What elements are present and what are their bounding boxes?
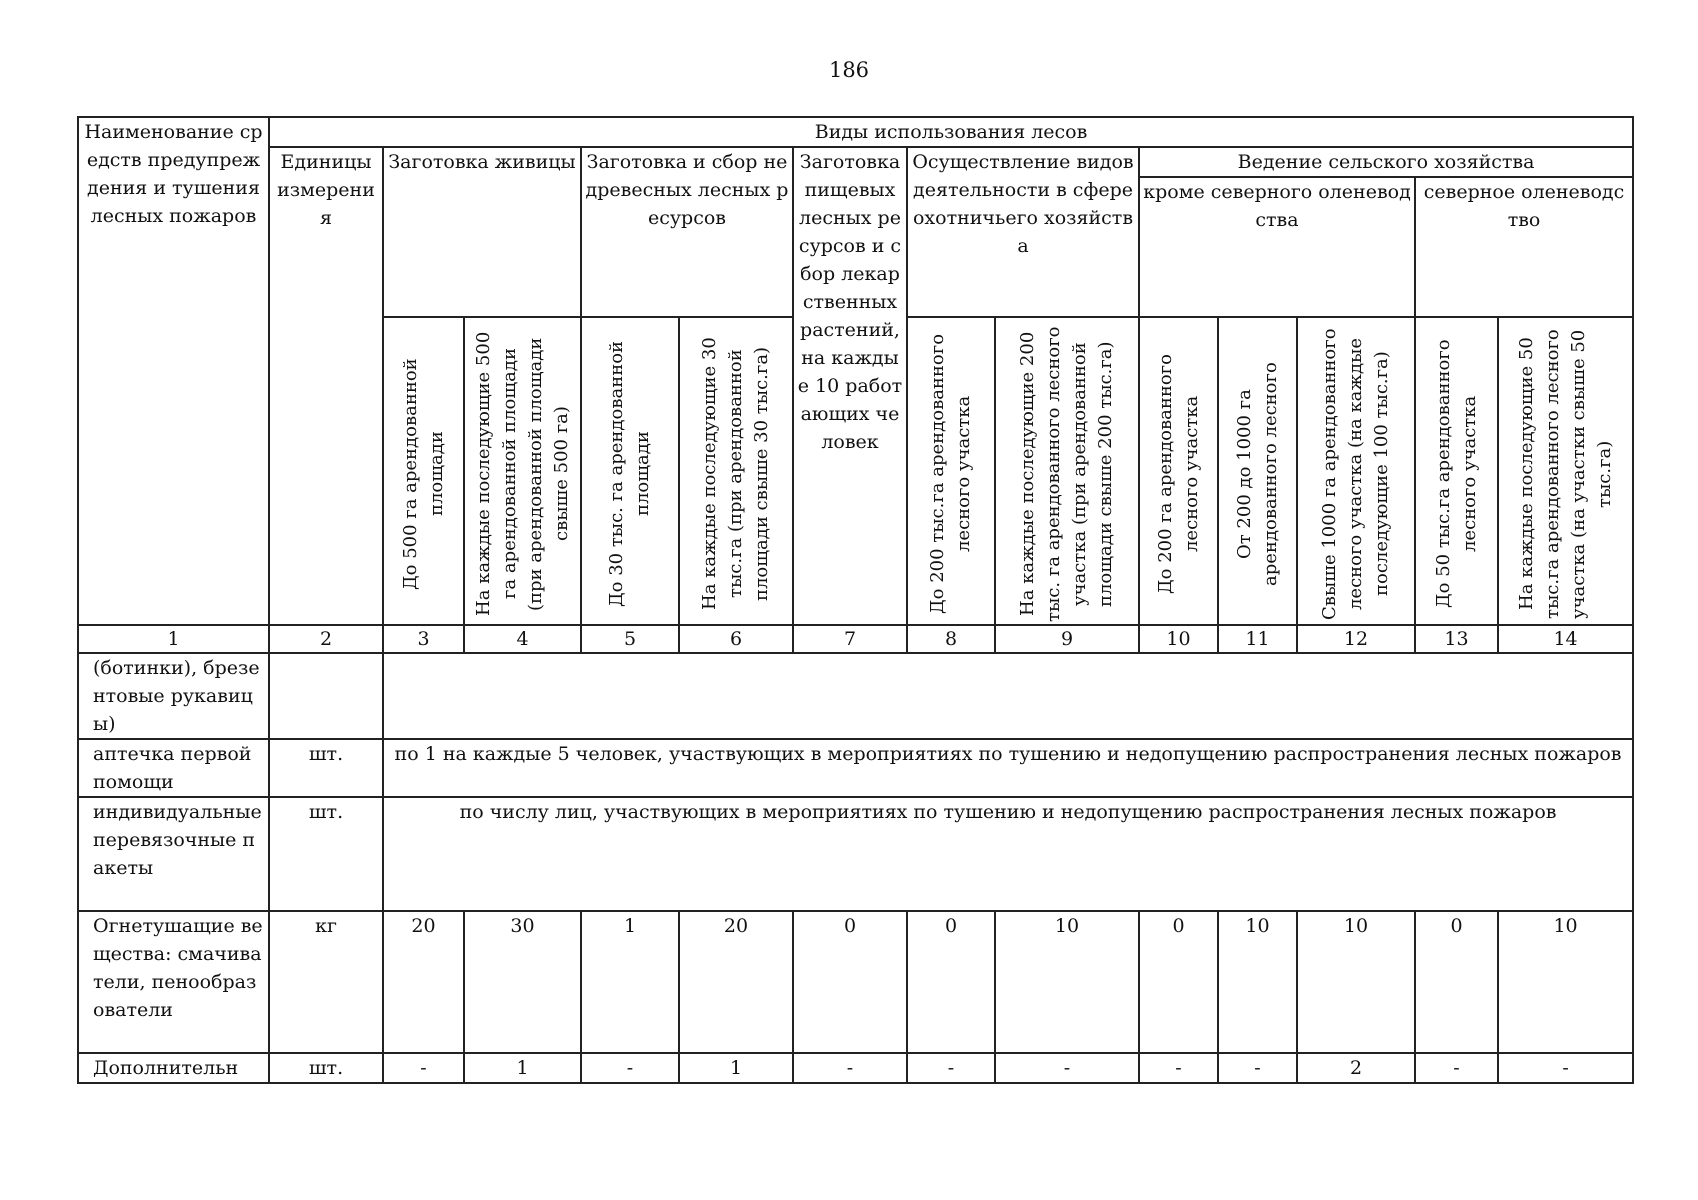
table-row [78, 911, 1633, 1053]
column-number: 11 [1218, 625, 1297, 653]
subheader-col10: До 200 га арендованного лесного участка [1139, 317, 1218, 625]
column-number: 9 [995, 625, 1139, 653]
header-pishchevye: Заготовка пищевых лесных ресурсов и сбор лекарственных растений, на каждые 10 работающих человек [793, 147, 907, 625]
column-number: 10 [1139, 625, 1218, 653]
table-row [78, 1053, 1633, 1083]
row-name: Дополнительн [78, 1053, 269, 1083]
value-cell: 1 [464, 1053, 581, 1083]
subheader-col12: Свыше 1000 га арендованного лесного участка (на каждые последующие 100 тыс.га) [1297, 317, 1415, 625]
subheader-col11: От 200 до 1000 га арендованного лесного [1218, 317, 1297, 625]
value-cell: - [1139, 1053, 1218, 1083]
column-number: 8 [907, 625, 995, 653]
subheader-col13: До 50 тыс.га арендованного лесного участка [1415, 317, 1498, 625]
subheader-col6: На каждые последующие 30 тыс.га (при арендованной площади свыше 30 тыс.га) [679, 317, 793, 625]
header-ohota: Осуществление видов деятельности в сфере охотничьего хозяйства [907, 147, 1139, 317]
row-unit [269, 653, 383, 739]
subheader-col3: До 500 га арендованной площади [383, 317, 464, 625]
header-krome-severnogo: кроме северного оленеводства [1139, 177, 1415, 317]
value-cell: 10 [1498, 911, 1633, 1053]
value-cell: 10 [995, 911, 1139, 1053]
column-number: 4 [464, 625, 581, 653]
value-cell: 0 [1139, 911, 1218, 1053]
header-severnoe: северное оленеводство [1415, 177, 1633, 317]
value-cell: 0 [793, 911, 907, 1053]
subheader-col8: До 200 тыс.га арендованного лесного участка [907, 317, 995, 625]
value-cell: - [1498, 1053, 1633, 1083]
subheader-col5: До 30 тыс. га арендованной площади [581, 317, 679, 625]
row-unit: шт. [269, 1053, 383, 1083]
table-row [78, 739, 1633, 797]
table-row [78, 797, 1633, 911]
header-selskoe: Ведение сельского хозяйства [1139, 147, 1633, 177]
row-values [383, 653, 1633, 739]
column-number: 12 [1297, 625, 1415, 653]
column-number: 6 [679, 625, 793, 653]
value-cell: 30 [464, 911, 581, 1053]
row-unit: кг [269, 911, 383, 1053]
value-cell: - [383, 1053, 464, 1083]
column-number: 3 [383, 625, 464, 653]
value-cell: 1 [679, 1053, 793, 1083]
value-cell: 10 [1297, 911, 1415, 1053]
header-forest-use-types: Виды использования лесов [269, 117, 1633, 147]
forest-fire-equipment-table [77, 116, 1634, 1084]
row-unit: шт. [269, 739, 383, 797]
value-cell: 0 [907, 911, 995, 1053]
header-nedrevesnye: Заготовка и сбор недревесных лесных ресурсов [581, 147, 793, 317]
row-name: индивидуальные перевязочные пакеты [78, 797, 269, 911]
value-cell: - [581, 1053, 679, 1083]
value-cell: 10 [1218, 911, 1297, 1053]
column-number: 2 [269, 625, 383, 653]
column-number: 5 [581, 625, 679, 653]
column-number: 1 [78, 625, 269, 653]
row-name: аптечка первой помощи [78, 739, 269, 797]
subheader-col9: На каждые последующие 200 тыс. га арендованного лесного участка (при арендованной площади свыше 200 тыс.га) [995, 317, 1139, 625]
row-merged-text: по числу лиц, участвующих в мероприятиях по тушению и недопущению распространения лесных пожаров [383, 797, 1633, 911]
header-units: Единицы измерения [269, 147, 383, 625]
row-name: Огнетушащие вещества: смачиватели, пенообразователи [78, 911, 269, 1053]
value-cell: 1 [581, 911, 679, 1053]
page-number: 186 [828, 58, 870, 82]
value-cell: 20 [383, 911, 464, 1053]
value-cell: 0 [1415, 911, 1498, 1053]
row-merged-text: по 1 на каждые 5 человек, участвующих в мероприятиях по тушению и недопущению распространения лесных пожаров [383, 739, 1633, 797]
value-cell: 20 [679, 911, 793, 1053]
value-cell: - [907, 1053, 995, 1083]
table-row [78, 653, 1633, 739]
subheader-col4: На каждые последующие 500 га арендованной площади (при арендованной площади свыше 500 га) [464, 317, 581, 625]
value-cell: - [793, 1053, 907, 1083]
value-cell: - [995, 1053, 1139, 1083]
column-number: 7 [793, 625, 907, 653]
value-cell: - [1415, 1053, 1498, 1083]
row-unit: шт. [269, 797, 383, 911]
value-cell: - [1218, 1053, 1297, 1083]
value-cell: 2 [1297, 1053, 1415, 1083]
column-number: 14 [1498, 625, 1633, 653]
header-name-col: Наименование средств предупреждения и тушения лесных пожаров [78, 117, 269, 625]
header-zhivica: Заготовка живицы [383, 147, 581, 317]
subheader-col14: На каждые последующие 50 тыс.га арендованного лесного участка (на участки свыше 50 тыс.га) [1498, 317, 1633, 625]
row-name: (ботинки), брезентовые рукавицы) [78, 653, 269, 739]
column-number: 13 [1415, 625, 1498, 653]
